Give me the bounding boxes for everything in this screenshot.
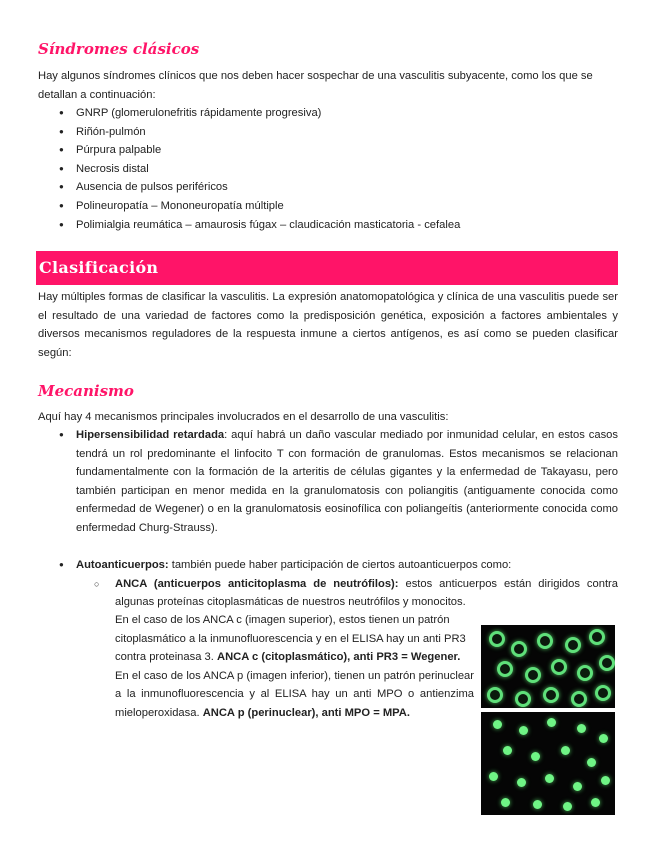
hipersensibilidad-title: Hipersensibilidad retardada <box>76 429 225 441</box>
clasificacion-banner <box>36 251 618 285</box>
anca-c-text: En el caso de los ANCA c (imagen superior), estos tienen un patrón citoplasmático a la inmunofluorescencia y en el ELISA hay un anti PR3 contra proteinasa 3. <box>115 614 466 664</box>
anca-title: ANCA (anticuerpos anticitoplasma de neutrófilos): <box>115 577 399 590</box>
anca-detail <box>115 611 474 723</box>
anca-c-bold: ANCA c (citoplasmático), anti PR3 = Wegener. <box>217 651 461 664</box>
anca-c-image <box>481 625 615 708</box>
autoanticuerpos-text: también puede haber participación de ciertos autoanticuerpos como: <box>168 559 512 572</box>
mecanismo-intro: Aquí hay 4 mecanismos principales involucrados en el desarrollo de una vasculitis: <box>38 411 449 423</box>
sindromes-intro: Hay algunos síndromes clínicos que nos deben hacer sospechar de una vasculitis subyacente, como los que se detallan a continuación: <box>38 70 593 101</box>
anca-p-image <box>481 712 615 815</box>
anca-p-text: En el caso de los ANCA p (imagen inferior), tienen un patrón perinuclear a la inmunofluorescencia y al ELISA hay un anti MPO o antienzima mieloperoxidasa. <box>115 669 474 719</box>
hipersensibilidad-text: : aquí habrá un daño vascular mediado por inmunidad celular, en estos casos tendrá un rol predominante el linfocito T con formación de granulomas. Estos mecanismos se relacionan fundamentalmente con la formación de la arteritis de células gigantes y la enfermedad de Takayasu, pero también participan en menor medida en la granulomatosis con poliangitis (antiguamente conocida como enfermedad de Wegener) o en la granulomatosis eosinofílica con poliangeítis (anteriormente conocida como enfermedad Churg-Strauss). <box>76 429 618 534</box>
list-item: ● Polimialgia reumática – amaurosis fúgax – claudicación masticatoria - cefalea <box>38 216 618 235</box>
list-item: ● Púrpura palpable <box>38 141 618 160</box>
anca-p-bold: ANCA p (perinuclear), anti MPO = MPA. <box>202 706 410 719</box>
hipersensibilidad-item <box>38 426 618 538</box>
mecanismo-list <box>38 426 618 612</box>
sindromes-heading: Síndromes clásicos <box>38 40 200 58</box>
list-item: ● Polineuropatía – Mononeuropatía múltiple <box>38 197 618 216</box>
list-item: ● Necrosis distal <box>38 160 618 179</box>
anca-item <box>76 575 618 612</box>
autoanticuerpos-item <box>38 556 618 612</box>
list-item: ● Ausencia de pulsos periféricos <box>38 178 618 197</box>
list-item: ● Riñón-pulmón <box>38 123 618 142</box>
clasificacion-heading: Clasificación <box>39 258 159 277</box>
mecanismo-heading: Mecanismo <box>38 382 134 400</box>
anca-text: estos anticuerpos están dirigidos contra algunas proteínas citoplasmáticas de nuestros neutrófilos y monocitos. <box>115 577 618 609</box>
anca-c-paragraph <box>115 611 474 667</box>
autoanticuerpos-sublist <box>76 575 618 612</box>
list-item: ● GNRP (glomerulonefritis rápidamente progresiva) <box>38 104 618 123</box>
sindromes-list <box>38 104 618 234</box>
autoanticuerpos-title: Autoanticuerpos: <box>76 559 169 572</box>
clasificacion-text: Hay múltiples formas de clasificar la vasculitis. La expresión anatomopatológica y clínica de una vasculitis puede ser el resultado de una variedad de factores como la predisposición genética, exposición a factores ambientales y diversos mecanismos reguladores de la respuesta inmune a ciertos antígenos, es así como se pueden clasificar según: <box>38 291 618 359</box>
anca-p-paragraph <box>115 667 474 723</box>
